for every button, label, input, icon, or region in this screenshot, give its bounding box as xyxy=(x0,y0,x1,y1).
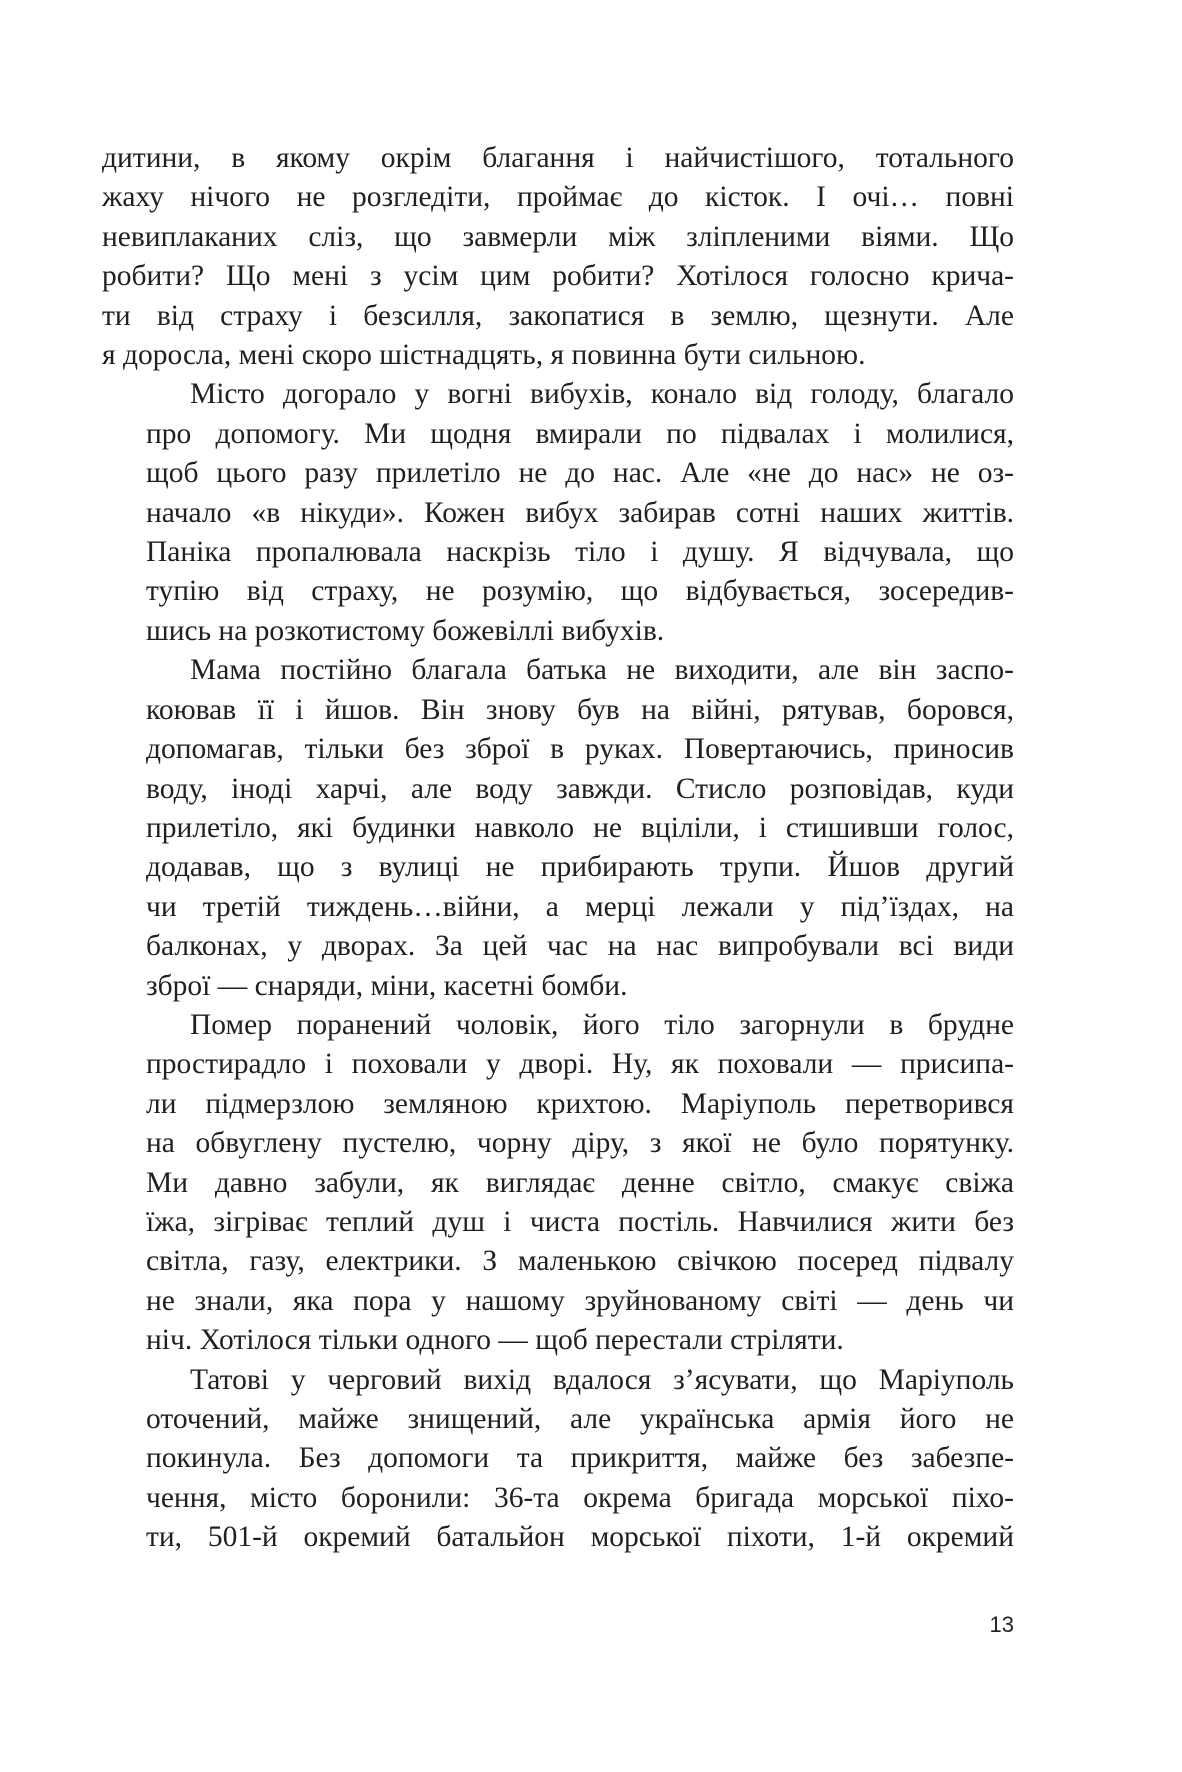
text-line: простирадло і поховали у дворі. Ну, як поховали — присипа- xyxy=(146,1048,1014,1081)
text-line: про допомогу. Ми щодня вмирали по підвалах і молилися, xyxy=(146,417,1014,450)
text-line: додавав, що з вулиці не прибирають трупи. Йшов другий xyxy=(146,851,1014,884)
text-line: зброї — снаряди, міни, касетні бомби. xyxy=(146,969,628,1002)
text-line: Місто догорало у вогні вибухів, конало від голоду, благало xyxy=(190,378,1014,411)
text-line: жаху нічого не розгледіти, проймає до кісток. І очі… повні xyxy=(102,181,1014,214)
text-line: Ми давно забули, як виглядає денне світло, смакує свіжа xyxy=(146,1166,1014,1199)
text-line: покинула. Без допомоги та прикриття, майже без забезпе- xyxy=(146,1442,1014,1475)
text-line: Помер поранений чоловік, його тіло загорнули в брудне xyxy=(190,1008,1014,1041)
body-text xyxy=(102,139,1014,1558)
text-line: Паніка пропалювала наскрізь тіло і душу. Я відчувала, що xyxy=(146,536,1014,569)
text-line: на обвуглену пустелю, чорну діру, з якої не було порятунку. xyxy=(146,1127,1014,1160)
text-line: шись на розкотистому божевіллі вибухів. xyxy=(146,614,665,647)
text-line: Мама постійно благала батька не виходити, але він заспо- xyxy=(190,654,1014,687)
paragraph-1 xyxy=(102,139,1014,375)
text-line: ніч. Хотілося тільки одного — щоб перестали стріляти. xyxy=(146,1324,844,1357)
text-line: оточений, майже знищений, але українська армія його не xyxy=(146,1403,1014,1435)
text-line: Татові у черговий вихід вдалося з’ясувати, що Маріуполь xyxy=(190,1363,1014,1396)
text-line: робити? Що мені з усім цим робити? Хотілося голосно крича- xyxy=(102,260,1014,293)
text-line: чення, місто боронили: 36-та окрема бригада морської піхо- xyxy=(146,1481,1014,1514)
text-line: щоб цього разу прилетіло не до нас. Але «не до нас» не оз- xyxy=(146,457,1014,490)
text-line: невиплаканих сліз, що завмерли між зліпленими віями. Що xyxy=(102,220,1014,253)
text-line: не знали, яка пора у нашому зруйнованому світі — день чи xyxy=(146,1284,1014,1317)
text-line: ти, 501-й окремий батальйон морської піхоти, 1-й окремий xyxy=(146,1521,1014,1554)
text-line: дитини, в якому окрім благання і найчистішого, тотального xyxy=(102,142,1014,174)
text-line: воду, іноді харчі, але воду завжди. Стисло розповідав, куди xyxy=(146,772,1014,805)
paragraph-2 xyxy=(102,375,1014,651)
text-line: чи третій тиждень…війни, а мерці лежали у під’їздах, на xyxy=(146,890,1014,923)
text-line: ти від страху і безсилля, закопатися в землю, щезнути. Але xyxy=(102,299,1014,332)
text-line: тупію від страху, не розумію, що відбувається, зосередив- xyxy=(146,575,1014,608)
paragraph-3 xyxy=(102,651,1014,1006)
text-line: я доросла, мені скоро шістнадцять, я повинна бути сильною. xyxy=(102,339,866,372)
text-line: допомагав, тільки без зброї в руках. Повертаючись, приносив xyxy=(146,733,1014,766)
page-number: 13 xyxy=(989,1612,1014,1637)
text-line: ли підмерзлою земляною крихтою. Маріуполь перетворився xyxy=(146,1087,1014,1120)
text-line: балконах, у дворах. За цей час на нас випробували всі види xyxy=(146,930,1014,963)
paragraph-4 xyxy=(102,1006,1014,1361)
text-line: світла, газу, електрики. З маленькою свічкою посеред підвалу xyxy=(146,1245,1014,1278)
text-line: прилетіло, які будинки навколо не вціліли, і стишивши голос, xyxy=(146,811,1014,844)
text-line: їжа, зігріває теплий душ і чиста постіль. Навчилися жити без xyxy=(146,1205,1014,1238)
text-line: коював її і йшов. Він знову був на війні, рятував, боровся, xyxy=(146,693,1014,726)
paragraph-5 xyxy=(102,1361,1014,1558)
text-line: начало «в нікуди». Кожен вибух забирав сотні наших життів. xyxy=(146,496,1014,529)
